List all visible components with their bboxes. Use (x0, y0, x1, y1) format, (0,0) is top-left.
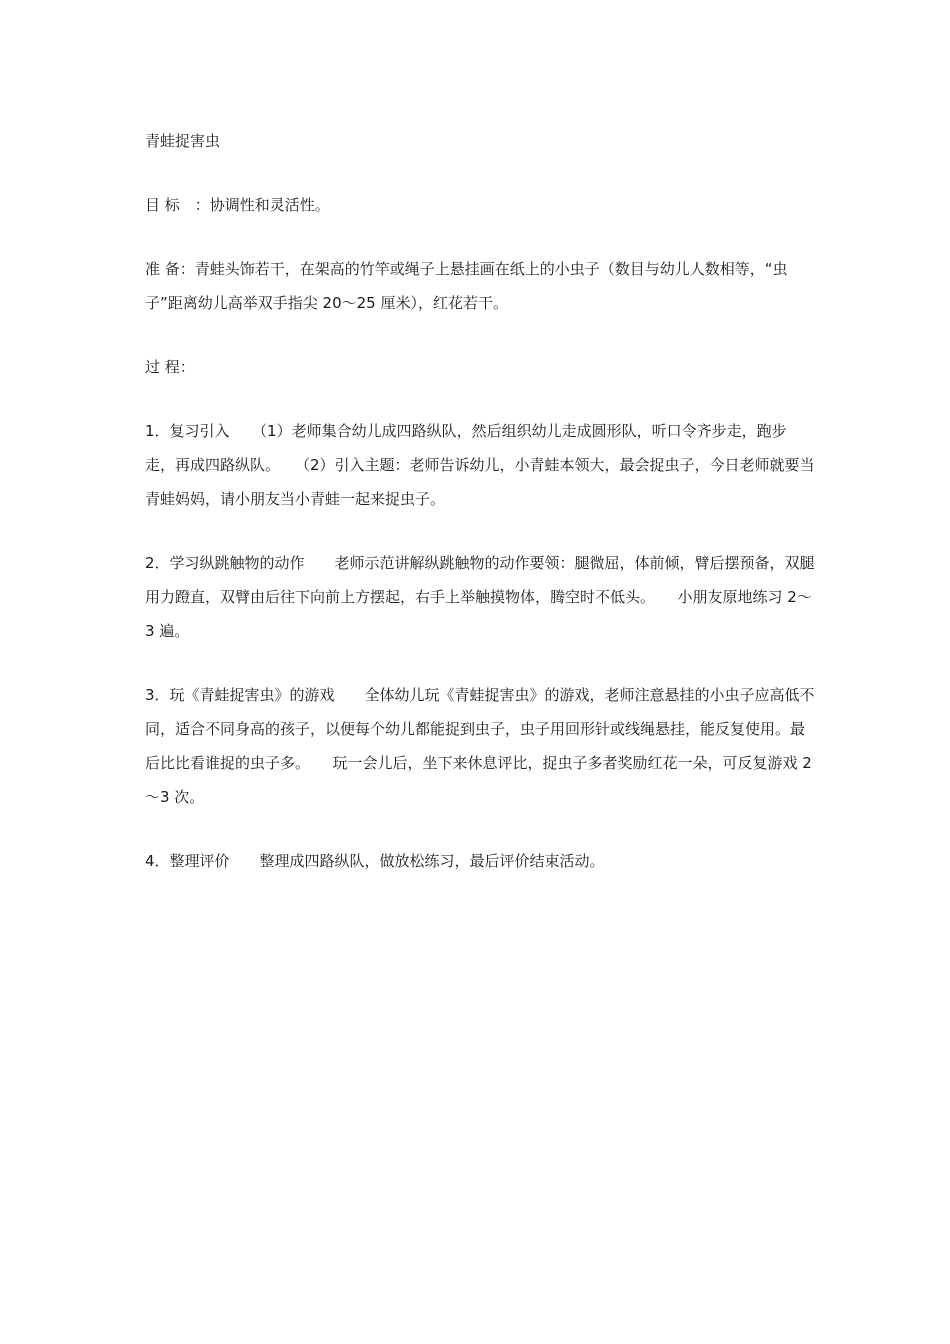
document-page (145, 124, 815, 908)
step-paragraph-2: 2．学习纵跳触物的动作 老师示范讲解纵跳触物的动作要领：腿微屈，体前倾，臂后摆预备，双腿用力蹬直，双臂由后往下向前上方摆起，右手上举触摸物体，腾空时不低头。 小朋友原地练习 2～3 遍。 (145, 554, 815, 640)
process-heading: 过 程： (145, 358, 195, 376)
preparation-paragraph: 准 备：青蛙头饰若干，在架高的竹竿或绳子上悬挂画在纸上的小虫子（数目与幼儿人数相等，“虫子”距离幼儿高举双手指尖 20～25 厘米），红花若干。 (145, 260, 788, 312)
step-paragraph-1: 1．复习引入 （1）老师集合幼儿成四路纵队，然后组织幼儿走成圆形队，听口令齐步走，跑步走，再成四路纵队。 （2）引入主题：老师告诉幼儿，小青蛙本领大，最会捉虫子，今日老师就要当青蛙妈妈，请小朋友当小青蛙一起来捉虫子。 (145, 422, 815, 508)
goal-paragraph: 目 标 ：协调性和灵活性。 (145, 196, 330, 214)
document-title: 青蛙捉害虫 (145, 132, 221, 150)
step-paragraph-3: 3．玩《青蛙捉害虫》的游戏 全体幼儿玩《青蛙捉害虫》的游戏，老师注意悬挂的小虫子应高低不同，适合不同身高的孩子，以便每个幼儿都能捉到虫子，虫子用回形针或线绳悬挂，能反复使用。最后比比看谁捉的虫子多。 玩一会儿后，坐下来休息评比，捉虫子多者奖励红花一朵，可反复游戏 2～3 次。 (145, 686, 815, 806)
step-paragraph-4: 4．整理评价 整理成四路纵队，做放松练习，最后评价结束活动。 (145, 852, 605, 870)
